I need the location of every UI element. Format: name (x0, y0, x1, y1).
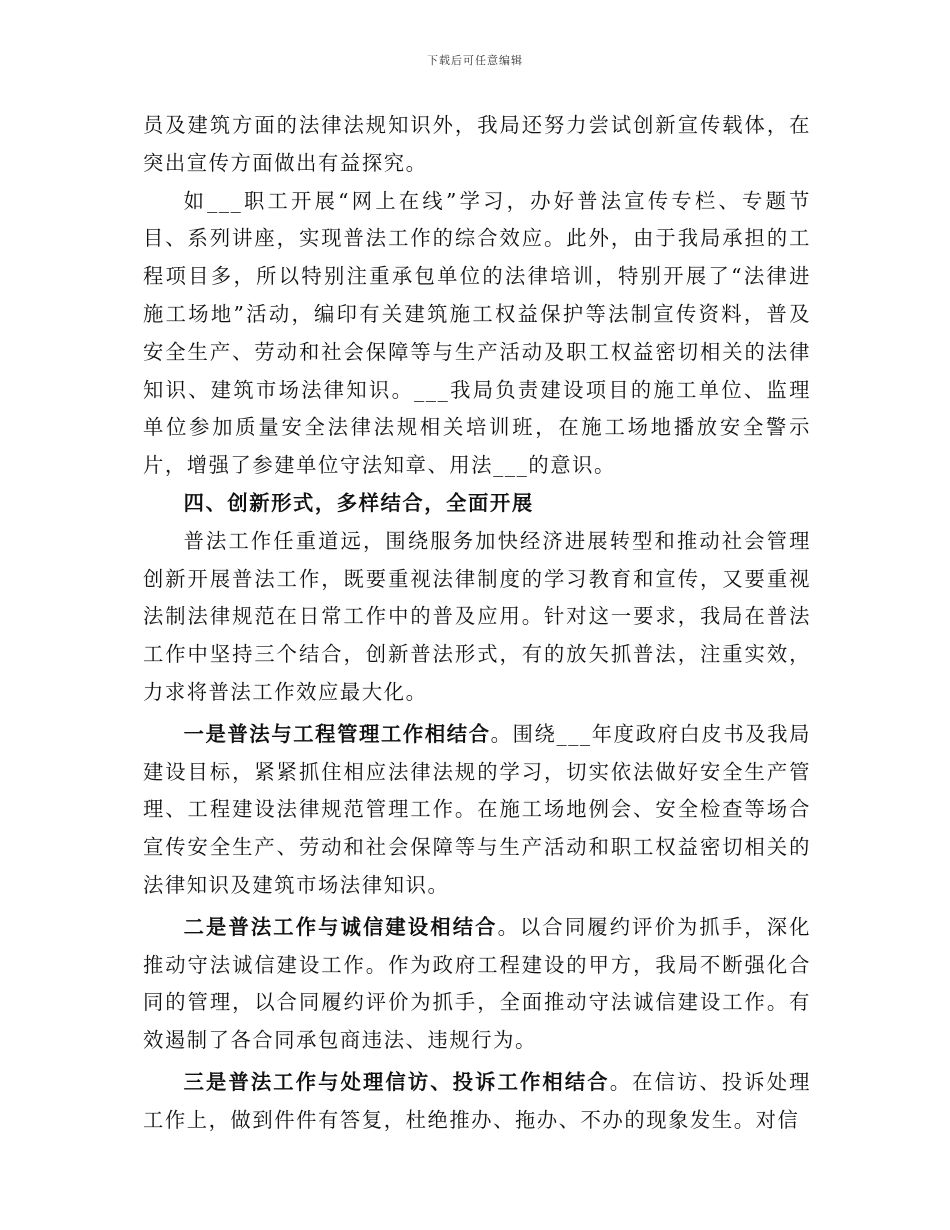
item-three-text: 。在信访、投诉处理工作上，做到件件有答复，杜绝推办、拖办、不办的现象发生。对信 (143, 1069, 811, 1132)
section-heading-four: 四、创新形式，多样结合，全面开展 (183, 490, 534, 515)
item-one-lead: 一是普法与工程管理工作相结合 (183, 721, 491, 746)
paragraph-online-learning: 如___职工开展“网上在线”学习，办好普法宣传专栏、专题节目、系列讲座，实现普法工作的综合效应。此外，由于我局承担的工程项目多，所以特别注重承包单位的法律培训，特别开展了“法律进施工场地”活动，编印有关建筑施工权益保护等法制宣传资料，普及安全生产、劳动和社会保障等与生产活动及职工权益密切相关的法律知识、建筑市场法律知识。___我局负责建设项目的施工单位、监理单位参加质量安全法律法规相关培训班，在施工场地播放安全警示片，增强了参建单位守法知章、用法___的意识。 (143, 188, 811, 478)
item-two-lead: 二是普法工作与诚信建设相结合 (183, 914, 498, 939)
document-body (143, 107, 811, 1140)
item-three-lead: 三是普法工作与处理信访、投诉工作相结合 (183, 1069, 610, 1094)
page-header: 下载后可任意编辑 (427, 54, 523, 67)
paragraph-continuation: 员及建筑方面的法律法规知识外，我局还努力尝试创新宣传载体，在突出宣传方面做出有益探究。 (143, 113, 811, 175)
paragraph-item-two (143, 909, 811, 1060)
paragraph-item-one (143, 716, 811, 905)
paragraph-item-three (143, 1064, 811, 1140)
item-two-text: 。以合同履约评价为抓手，深化推动守法诚信建设工作。作为政府工程建设的甲方，我局不断强化合同的管理，以合同履约评价为抓手，全面推动守法诚信建设工作。有效遏制了各合同承包商违法、违规行为。 (143, 914, 812, 1053)
item-one-text: 。围绕___年度政府白皮书及我局建设目标，紧紧抓住相应法律法规的学习，切实依法做好安全生产管理、工程建设法律规范管理工作。在施工场地例会、安全检查等场合宣传安全生产、劳动和社会保障等与生产活动和职工权益密切相关的法律知识及建筑市场法律知识。 (143, 721, 811, 897)
paragraph-section-four-intro: 普法工作任重道远，围绕服务加快经济进展转型和推动社会管理创新开展普法工作，既要重视法律制度的学习教育和宣传，又要重视法制法律规范在日常工作中的普及应用。针对这一要求，我局在普法工作中坚持三个结合，创新普法形式，有的放矢抓普法，注重实效，力求将普法工作效应最大化。 (143, 528, 811, 704)
